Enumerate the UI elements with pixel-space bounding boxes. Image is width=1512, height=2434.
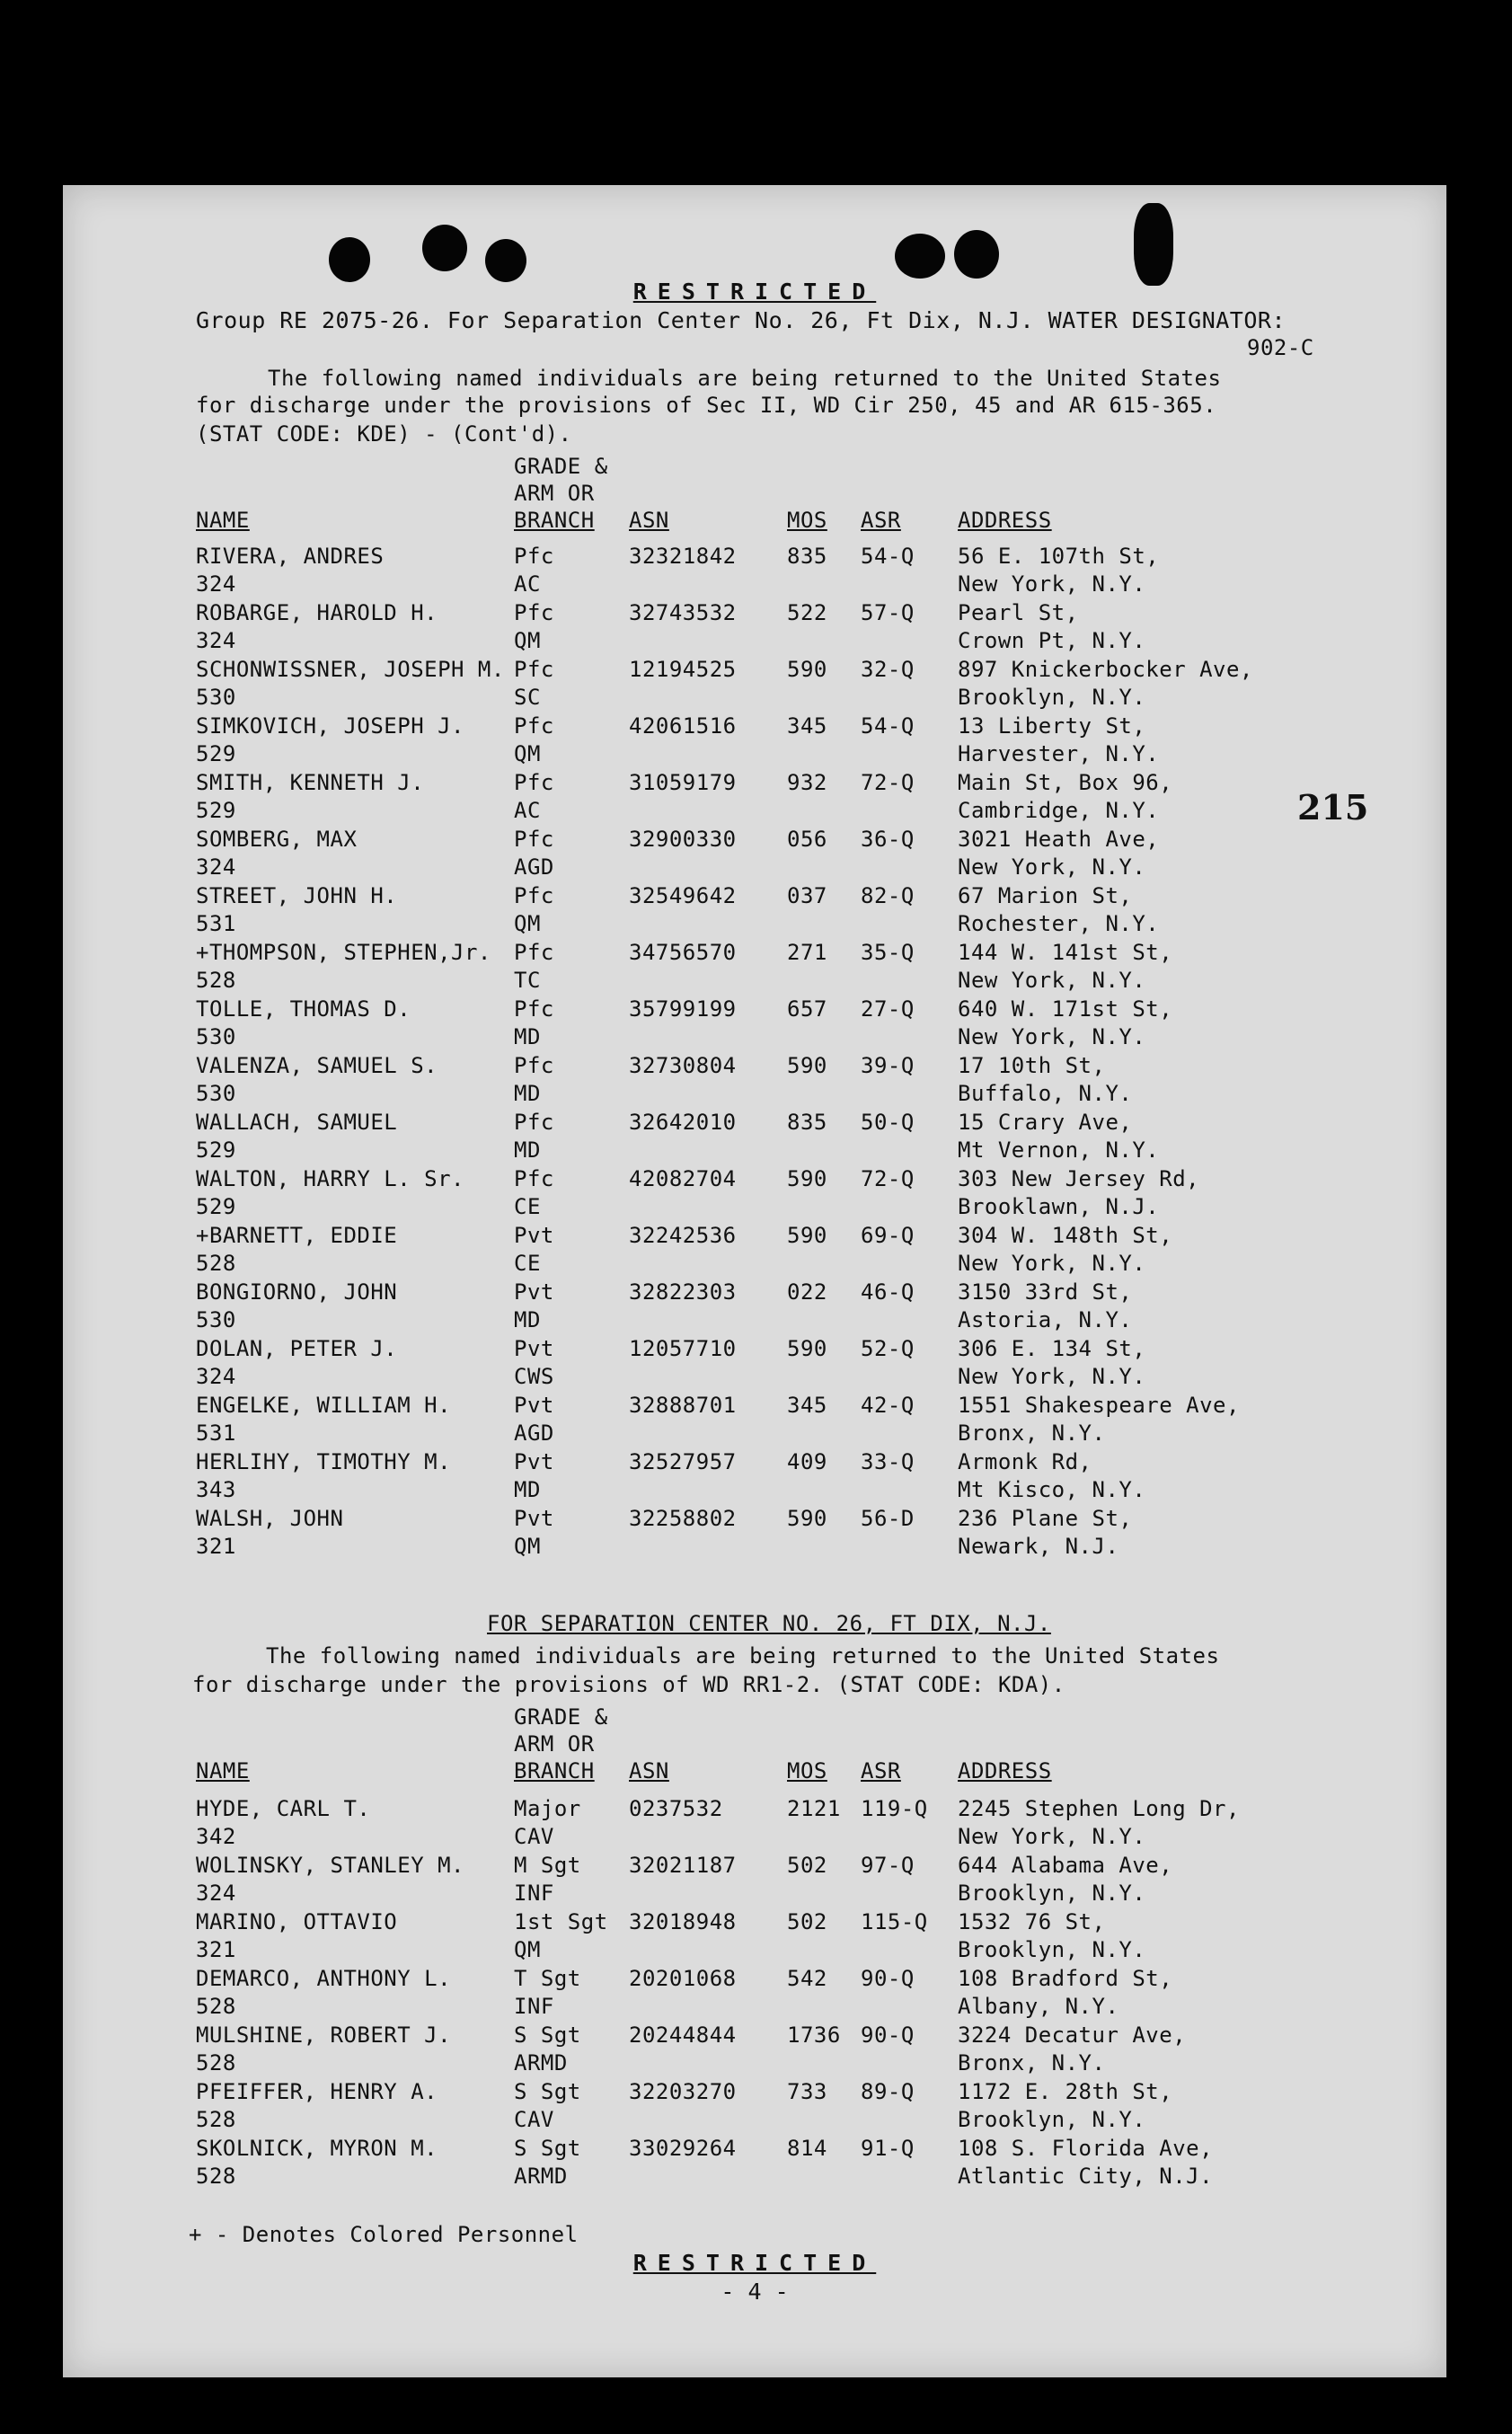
asr-cell: 32-Q	[861, 657, 915, 682]
table-row	[63, 2078, 1446, 2134]
address-line-1: 1172 E. 28th St,	[958, 2079, 1173, 2104]
asn-cell: 32549642	[629, 883, 737, 908]
asr-cell: 97-Q	[861, 1853, 915, 1878]
code-cell: 529	[196, 741, 236, 766]
code-cell: 530	[196, 1307, 236, 1332]
address-line-2: Bronx, N.Y.	[958, 1421, 1106, 1446]
asr-cell: 90-Q	[861, 2022, 915, 2048]
address-line-2: Cambridge, N.Y.	[958, 798, 1160, 823]
address-line-2: New York, N.Y.	[958, 1824, 1146, 1849]
mos-cell: 590	[787, 1336, 827, 1361]
address-line-1: 897 Knickerbocker Ave,	[958, 657, 1253, 682]
address-line-1: 2245 Stephen Long Dr,	[958, 1796, 1240, 1821]
address-line-2: Brooklyn, N.Y.	[958, 685, 1146, 710]
table-row	[63, 656, 1446, 712]
address-line-1: 56 E. 107th St,	[958, 544, 1160, 569]
mos-cell: 590	[787, 657, 827, 682]
asn-cell: 0237532	[629, 1796, 723, 1821]
asn-cell: 32021187	[629, 1853, 737, 1878]
name-cell: WALSH, JOHN	[196, 1506, 344, 1531]
asr-cell: 35-Q	[861, 940, 915, 965]
address-line-1: 108 Bradford St,	[958, 1966, 1173, 1991]
branch-cell: MD	[514, 1477, 541, 1502]
branch-cell: SC	[514, 685, 541, 710]
page-stamp: 215	[1297, 787, 1369, 828]
table-row	[63, 1908, 1446, 1964]
branch-cell: CAV	[514, 1824, 554, 1849]
mos-cell: 345	[787, 713, 827, 739]
col-mos: MOS	[787, 1758, 827, 1783]
mos-cell: 522	[787, 600, 827, 625]
branch-cell: AGD	[514, 1421, 554, 1446]
asr-cell: 50-Q	[861, 1110, 915, 1135]
asn-cell: 32888701	[629, 1393, 737, 1418]
branch-cell: QM	[514, 1534, 541, 1559]
asn-cell: 32321842	[629, 544, 737, 569]
mos-cell: 542	[787, 1966, 827, 1991]
code-cell: 321	[196, 1937, 236, 1962]
mos-cell: 022	[787, 1279, 827, 1305]
code-cell: 528	[196, 968, 236, 993]
asn-cell: 32743532	[629, 600, 737, 625]
asn-cell: 34756570	[629, 940, 737, 965]
branch-cell: ARMD	[514, 2164, 568, 2189]
code-cell: 530	[196, 685, 236, 710]
code-cell: 343	[196, 1477, 236, 1502]
address-line-2: Brooklawn, N.J.	[958, 1194, 1160, 1219]
mos-cell: 932	[787, 770, 827, 795]
grade-cell: Pfc	[514, 1166, 554, 1191]
col-name: NAME	[196, 508, 250, 533]
address-line-2: Atlantic City, N.J.	[958, 2164, 1214, 2189]
col-address: ADDRESS	[958, 1758, 1052, 1783]
address-line-2: Astoria, N.Y.	[958, 1307, 1133, 1332]
address-line-2: Mt Vernon, N.Y.	[958, 1137, 1160, 1163]
name-cell: ROBARGE, HAROLD H.	[196, 600, 438, 625]
table-row	[63, 2022, 1446, 2077]
mos-cell: 835	[787, 544, 827, 569]
branch-cell: AGD	[514, 854, 554, 880]
code-cell: 530	[196, 1024, 236, 1049]
table-row	[63, 1448, 1446, 1504]
table-row	[63, 826, 1446, 881]
asr-cell: 54-Q	[861, 544, 915, 569]
asn-cell: 32730804	[629, 1053, 737, 1078]
grade-cell: Pvt	[514, 1223, 554, 1248]
col-asn: ASN	[629, 1758, 669, 1783]
mos-cell: 590	[787, 1053, 827, 1078]
grade-cell: Pvt	[514, 1506, 554, 1531]
table-row	[63, 1165, 1446, 1221]
table-row	[63, 1505, 1446, 1561]
col-asr: ASR	[861, 508, 901, 533]
code-cell: 530	[196, 1081, 236, 1106]
mos-cell: 590	[787, 1166, 827, 1191]
name-cell: DEMARCO, ANTHONY L.	[196, 1966, 452, 1991]
name-cell: VALENZA, SAMUEL S.	[196, 1053, 438, 1078]
address-line-1: Pearl St,	[958, 600, 1079, 625]
name-cell: SKOLNICK, MYRON M.	[196, 2136, 438, 2161]
page-number: - 4 -	[721, 2279, 789, 2305]
branch-cell: CE	[514, 1251, 541, 1276]
branch-cell: MD	[514, 1307, 541, 1332]
name-cell: SCHONWISSNER, JOSEPH M.	[196, 657, 505, 682]
name-cell: ENGELKE, WILLIAM H.	[196, 1393, 452, 1418]
table-row	[63, 769, 1446, 825]
name-cell: WALLACH, SAMUEL	[196, 1110, 398, 1135]
grade-cell: Pfc	[514, 996, 554, 1022]
branch-cell: MD	[514, 1137, 541, 1163]
water-designator: 902-C	[1247, 335, 1314, 360]
name-cell: BONGIORNO, JOHN	[196, 1279, 398, 1305]
restricted-footer: RESTRICTED	[632, 2250, 877, 2276]
name-cell: STREET, JOHN H.	[196, 883, 398, 908]
asn-cell: 12057710	[629, 1336, 737, 1361]
code-cell: 324	[196, 854, 236, 880]
branch-cell: CWS	[514, 1364, 554, 1389]
grade-cell: S Sgt	[514, 2136, 581, 2161]
table-row	[63, 599, 1446, 655]
branch-cell: AC	[514, 571, 541, 597]
table-row	[63, 996, 1446, 1051]
address-line-2: Brooklyn, N.Y.	[958, 1881, 1146, 1906]
intro-line-2: for discharge under the provisions of Sec II, WD Cir 250, 45 and AR 615-365.	[196, 393, 1217, 418]
address-line-1: 3224 Decatur Ave,	[958, 2022, 1187, 2048]
branch-cell: CAV	[514, 2107, 554, 2132]
table-row	[63, 1795, 1446, 1851]
punch-hole	[485, 239, 526, 282]
asn-cell: 20244844	[629, 2022, 737, 2048]
name-cell: WOLINSKY, STANLEY M.	[196, 1853, 464, 1878]
branch-cell: QM	[514, 628, 541, 653]
branch-cell: AC	[514, 798, 541, 823]
section-2-heading: FOR SEPARATION CENTER NO. 26, FT DIX, N.J.	[487, 1611, 1051, 1636]
code-cell: 321	[196, 1534, 236, 1559]
branch-cell: INF	[514, 1994, 554, 2019]
table-row	[63, 1279, 1446, 1334]
grade-cell: Major	[514, 1796, 581, 1821]
table-row	[63, 882, 1446, 938]
asr-cell: 69-Q	[861, 1223, 915, 1248]
grade-cell: Pvt	[514, 1336, 554, 1361]
restricted-header: RESTRICTED	[632, 279, 877, 305]
asr-cell: 72-Q	[861, 770, 915, 795]
table-row	[63, 1109, 1446, 1164]
branch-cell: CE	[514, 1194, 541, 1219]
grade-cell: Pfc	[514, 940, 554, 965]
table-row	[63, 1335, 1446, 1391]
mos-cell: 056	[787, 827, 827, 852]
name-cell: HYDE, CARL T.	[196, 1796, 371, 1821]
address-line-1: 108 S. Florida Ave,	[958, 2136, 1214, 2161]
name-cell: SIMKOVICH, JOSEPH J.	[196, 713, 464, 739]
asn-cell: 31059179	[629, 770, 737, 795]
asn-cell: 32203270	[629, 2079, 737, 2104]
punch-hole	[954, 230, 999, 279]
section-2-intro-2: for discharge under the provisions of WD RR1-2. (STAT CODE: KDA).	[192, 1672, 1065, 1697]
punch-hole	[1134, 203, 1173, 286]
address-line-1: Main St, Box 96,	[958, 770, 1173, 795]
address-line-1: 1551 Shakespeare Ave,	[958, 1393, 1240, 1418]
mos-cell: 2121	[787, 1796, 841, 1821]
table-row	[63, 1052, 1446, 1108]
col-grade-2: ARM OR	[514, 481, 595, 506]
address-line-1: 236 Plane St,	[958, 1506, 1133, 1531]
col-name: NAME	[196, 1758, 250, 1783]
table-row	[63, 939, 1446, 995]
col-mos: MOS	[787, 508, 827, 533]
asr-cell: 90-Q	[861, 1966, 915, 1991]
asn-cell: 42082704	[629, 1166, 737, 1191]
mos-cell: 345	[787, 1393, 827, 1418]
code-cell: 529	[196, 1194, 236, 1219]
grade-cell: 1st Sgt	[514, 1909, 608, 1934]
branch-cell: MD	[514, 1081, 541, 1106]
grade-cell: Pvt	[514, 1279, 554, 1305]
asr-cell: 27-Q	[861, 996, 915, 1022]
col-grade-1: GRADE &	[514, 454, 608, 479]
table-row	[63, 1222, 1446, 1278]
name-cell: MULSHINE, ROBERT J.	[196, 2022, 452, 2048]
asn-cell: 35799199	[629, 996, 737, 1022]
address-line-1: 144 W. 141st St,	[958, 940, 1173, 965]
table-row	[63, 2135, 1446, 2191]
asn-cell: 33029264	[629, 2136, 737, 2161]
asr-cell: 89-Q	[861, 2079, 915, 2104]
asr-cell: 54-Q	[861, 713, 915, 739]
grade-cell: Pfc	[514, 883, 554, 908]
grade-cell: S Sgt	[514, 2079, 581, 2104]
mos-cell: 502	[787, 1909, 827, 1934]
address-line-1: 67 Marion St,	[958, 883, 1133, 908]
address-line-2: New York, N.Y.	[958, 854, 1146, 880]
code-cell: 324	[196, 1364, 236, 1389]
grade-cell: Pfc	[514, 827, 554, 852]
asr-cell: 72-Q	[861, 1166, 915, 1191]
address-line-2: New York, N.Y.	[958, 1251, 1146, 1276]
code-cell: 342	[196, 1824, 236, 1849]
mos-cell: 409	[787, 1449, 827, 1474]
table-row	[63, 1392, 1446, 1447]
address-line-2: Rochester, N.Y.	[958, 911, 1160, 936]
table-row	[63, 1852, 1446, 1907]
code-cell: 324	[196, 628, 236, 653]
asr-cell: 36-Q	[861, 827, 915, 852]
branch-cell: QM	[514, 911, 541, 936]
code-cell: 528	[196, 1994, 236, 2019]
mos-cell: 657	[787, 996, 827, 1022]
code-cell: 529	[196, 798, 236, 823]
name-cell: TOLLE, THOMAS D.	[196, 996, 411, 1022]
section-2-intro-1: The following named individuals are being returned to the United States	[266, 1643, 1220, 1668]
address-line-2: New York, N.Y.	[958, 968, 1146, 993]
asn-cell: 12194525	[629, 657, 737, 682]
name-cell: DOLAN, PETER J.	[196, 1336, 398, 1361]
branch-cell: TC	[514, 968, 541, 993]
code-cell: 531	[196, 1421, 236, 1446]
footnote: + - Denotes Colored Personnel	[189, 2222, 579, 2247]
table-row	[63, 543, 1446, 598]
group-line: Group RE 2075-26. For Separation Center No. 26, Ft Dix, N.J. WATER DESIGNATOR:	[196, 307, 1286, 333]
name-cell: PFEIFFER, HENRY A.	[196, 2079, 438, 2104]
address-line-1: 644 Alabama Ave,	[958, 1853, 1173, 1878]
address-line-1: 13 Liberty St,	[958, 713, 1146, 739]
asn-cell: 32900330	[629, 827, 737, 852]
code-cell: 528	[196, 2050, 236, 2076]
address-line-1: 303 New Jersey Rd,	[958, 1166, 1200, 1191]
address-line-2: Harvester, N.Y.	[958, 741, 1160, 766]
asn-cell: 42061516	[629, 713, 737, 739]
col-asn: ASN	[629, 508, 669, 533]
address-line-1: 15 Crary Ave,	[958, 1110, 1133, 1135]
branch-cell: ARMD	[514, 2050, 568, 2076]
col-grade-3: BRANCH	[514, 1758, 595, 1783]
name-cell: SMITH, KENNETH J.	[196, 770, 425, 795]
asr-cell: 91-Q	[861, 2136, 915, 2161]
mos-cell: 502	[787, 1853, 827, 1878]
branch-cell: QM	[514, 1937, 541, 1962]
mos-cell: 590	[787, 1223, 827, 1248]
mos-cell: 037	[787, 883, 827, 908]
mos-cell: 814	[787, 2136, 827, 2161]
grade-cell: Pfc	[514, 770, 554, 795]
mos-cell: 271	[787, 940, 827, 965]
address-line-1: 306 E. 134 St,	[958, 1336, 1146, 1361]
asn-cell: 32527957	[629, 1449, 737, 1474]
address-line-1: 3150 33rd St,	[958, 1279, 1133, 1305]
grade-cell: Pfc	[514, 1110, 554, 1135]
intro-line-1: The following named individuals are being returned to the United States	[268, 366, 1222, 391]
asr-cell: 56-D	[861, 1506, 915, 1531]
address-line-1: 640 W. 171st St,	[958, 996, 1173, 1022]
grade-cell: Pfc	[514, 713, 554, 739]
address-line-2: New York, N.Y.	[958, 571, 1146, 597]
code-cell: 529	[196, 1137, 236, 1163]
code-cell: 324	[196, 571, 236, 597]
punch-hole	[422, 225, 467, 271]
asr-cell: 115-Q	[861, 1909, 928, 1934]
grade-cell: Pfc	[514, 1053, 554, 1078]
punch-hole	[329, 237, 370, 282]
address-line-1: 1532 76 St,	[958, 1909, 1106, 1934]
col-grade-1: GRADE &	[514, 1704, 608, 1730]
address-line-2: Buffalo, N.Y.	[958, 1081, 1133, 1106]
punch-hole	[895, 234, 945, 279]
code-cell: 528	[196, 2107, 236, 2132]
asr-cell: 42-Q	[861, 1393, 915, 1418]
asn-cell: 32258802	[629, 1506, 737, 1531]
asr-cell: 82-Q	[861, 883, 915, 908]
code-cell: 528	[196, 2164, 236, 2189]
mos-cell: 733	[787, 2079, 827, 2104]
code-cell: 531	[196, 911, 236, 936]
branch-cell: MD	[514, 1024, 541, 1049]
address-line-2: Bronx, N.Y.	[958, 2050, 1106, 2076]
branch-cell: INF	[514, 1881, 554, 1906]
asr-cell: 119-Q	[861, 1796, 928, 1821]
table-row	[63, 1965, 1446, 2021]
branch-cell: QM	[514, 741, 541, 766]
asn-cell: 20201068	[629, 1966, 737, 1991]
asn-cell: 32242536	[629, 1223, 737, 1248]
grade-cell: Pfc	[514, 600, 554, 625]
address-line-2: Brooklyn, N.Y.	[958, 2107, 1146, 2132]
grade-cell: S Sgt	[514, 2022, 581, 2048]
address-line-2: Albany, N.Y.	[958, 1994, 1119, 2019]
address-line-2: Newark, N.J.	[958, 1534, 1119, 1559]
address-line-2: Mt Kisco, N.Y.	[958, 1477, 1146, 1502]
asn-cell: 32822303	[629, 1279, 737, 1305]
document-page	[63, 185, 1446, 2377]
grade-cell: Pfc	[514, 544, 554, 569]
asr-cell: 39-Q	[861, 1053, 915, 1078]
col-address: ADDRESS	[958, 508, 1052, 533]
asr-cell: 57-Q	[861, 600, 915, 625]
grade-cell: Pfc	[514, 657, 554, 682]
address-line-2: Crown Pt, N.Y.	[958, 628, 1146, 653]
name-cell: RIVERA, ANDRES	[196, 544, 385, 569]
name-cell: +BARNETT, EDDIE	[196, 1223, 398, 1248]
grade-cell: M Sgt	[514, 1853, 581, 1878]
address-line-1: 304 W. 148th St,	[958, 1223, 1173, 1248]
address-line-1: 3021 Heath Ave,	[958, 827, 1160, 852]
grade-cell: T Sgt	[514, 1966, 581, 1991]
grade-cell: Pvt	[514, 1449, 554, 1474]
intro-line-3: (STAT CODE: KDE) - (Cont'd).	[196, 421, 572, 447]
address-line-2: New York, N.Y.	[958, 1024, 1146, 1049]
name-cell: MARINO, OTTAVIO	[196, 1909, 398, 1934]
address-line-1: Armonk Rd,	[958, 1449, 1092, 1474]
name-cell: SOMBERG, MAX	[196, 827, 358, 852]
address-line-1: 17 10th St,	[958, 1053, 1106, 1078]
asr-cell: 52-Q	[861, 1336, 915, 1361]
asn-cell: 32642010	[629, 1110, 737, 1135]
mos-cell: 835	[787, 1110, 827, 1135]
mos-cell: 590	[787, 1506, 827, 1531]
col-grade-3: BRANCH	[514, 508, 595, 533]
address-line-2: Brooklyn, N.Y.	[958, 1937, 1146, 1962]
asr-cell: 33-Q	[861, 1449, 915, 1474]
code-cell: 528	[196, 1251, 236, 1276]
name-cell: +THOMPSON, STEPHEN,Jr.	[196, 940, 491, 965]
address-line-2: New York, N.Y.	[958, 1364, 1146, 1389]
asn-cell: 32018948	[629, 1909, 737, 1934]
grade-cell: Pvt	[514, 1393, 554, 1418]
mos-cell: 1736	[787, 2022, 841, 2048]
asr-cell: 46-Q	[861, 1279, 915, 1305]
code-cell: 324	[196, 1881, 236, 1906]
table-row	[63, 712, 1446, 768]
name-cell: HERLIHY, TIMOTHY M.	[196, 1449, 452, 1474]
name-cell: WALTON, HARRY L. Sr.	[196, 1166, 464, 1191]
col-asr: ASR	[861, 1758, 901, 1783]
col-grade-2: ARM OR	[514, 1731, 595, 1757]
